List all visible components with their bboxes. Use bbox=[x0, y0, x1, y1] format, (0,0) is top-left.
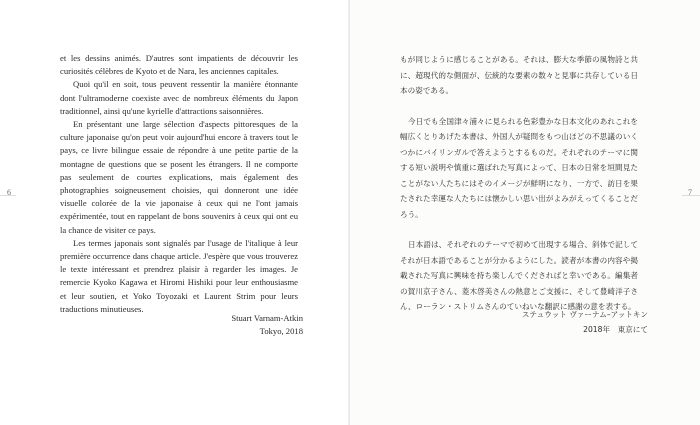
japanese-paragraph: 日本語は、それぞれのテーマで初めて出現する場合、斜体で記してそれが日本語であることが分かるようにした。読者が本書の内容や掲載された写真に興味を持ち楽しんでくださればと幸いである。編集者の賀川京子さん、菱木啓美さんの熱意とご支援に、そして豊崎洋子さん、ローラン・ストリムさんのていねいな翻訳に感謝の意を表する。 bbox=[400, 240, 638, 311]
french-paragraph: Les termes japonais sont signalés par l'usage de l'italique à leur première occurrence dans chaque article. J'espère que vous trouverez le texte intéressant et prendrez plaisir à regarder les images. Je remercie Kyoko Kagawa et Hiromi Hishiki pour leur enthousiasme et leur soutien, et Yoko Toyozaki et Laurent Strim pour leurs traductions minutieuses. bbox=[60, 237, 298, 314]
japanese-signature bbox=[428, 307, 648, 337]
signature-place-date-japanese: 2018年 東京にて bbox=[583, 325, 648, 334]
left-page-number: 6 bbox=[7, 188, 11, 197]
right-page bbox=[350, 0, 700, 425]
french-paragraph: et les dessins animés. D'autres sont impatients de découvrir les curiosités célèbres de Kyoto et de Nara, les anciennes capitales. bbox=[60, 53, 298, 77]
japanese-paragraph: もが同じように感じることがある。それは、膨大な季節の風物詩と共に、超現代的な側面が、伝統的な要素の数々と見事に共存している日本の姿である。 bbox=[400, 55, 638, 95]
french-text-column bbox=[60, 52, 298, 316]
french-paragraph: En présentant une large sélection d'aspects pittoresques de la culture japonaise qu'on peut voir aujourd'hui encore à travers tout le pays, ce livre bilingue essaie de répondre à une petite partie de la montagne de questions que se posent les étrangers. Il ne comporte pas seulement de courtes explications, mais également des photographies soigneusement choisies, qui donneront une idée visuelle colorée de la vie japonaise à ceux qui ne l'ont jamais expérimentée, tout en rappelant de bons souvenirs à ceux qui ont eu la chance de visiter ce pays. bbox=[60, 119, 298, 235]
french-paragraph: Quoi qu'il en soit, tous peuvent ressentir la manière étonnante dont l'ultramoderne coexiste avec de nombreux éléments du Japon traditionnel, ainsi qu'une kyrielle d'attractions saisonnières. bbox=[60, 79, 298, 116]
japanese-text-column bbox=[400, 52, 638, 330]
japanese-paragraph: 今日でも全国津々浦々に見られる色彩豊かな日本文化のあれこれを幅広くとりあげた本書は、外国人が疑問をもつ山ほどの不思議のいくつかにバイリンガルで答えようとするものだ。それぞれのテーマに関する短い説明や慎重に選ばれた写真によって、日本の日常を垣間見たことがない人たちにはそのイメージが鮮明になり、一方で、訪日を果たされた幸運な人たちには懐かしい思い出がよみがえってくることだろう。 bbox=[400, 116, 638, 219]
right-page-number: 7 bbox=[688, 188, 692, 197]
author-name-japanese: ステュウット ヴァーナム–アットキン bbox=[521, 310, 648, 319]
signature-place-date: Tokyo, 2018 bbox=[259, 326, 303, 336]
author-name: Stuart Varnam-Atkin bbox=[231, 313, 303, 323]
french-signature bbox=[103, 312, 303, 338]
